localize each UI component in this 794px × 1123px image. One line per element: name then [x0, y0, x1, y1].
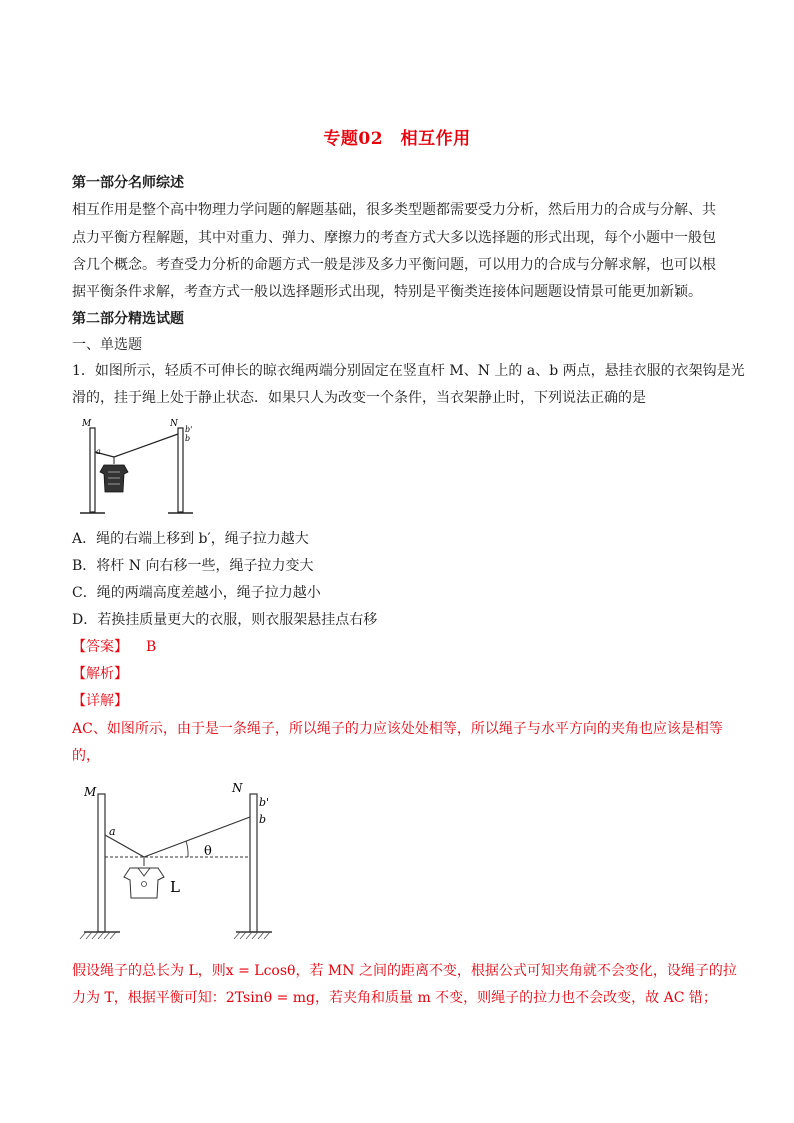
- option-d: D．若换挂质量更大的衣服，则衣服架悬挂点右移: [72, 612, 378, 628]
- detail-line: 的，: [72, 748, 100, 764]
- analysis-label: 【解析】: [72, 666, 128, 682]
- detail-label: 【详解】: [72, 693, 128, 709]
- pole-m: [90, 428, 95, 512]
- label-a: a: [96, 447, 101, 456]
- question1-stem-line: 滑的，挂于绳上处于静止状态．如果只人为改变一个条件，当衣架静止时，下列说法正确的是: [72, 390, 646, 406]
- section2-heading: 第二部分精选试题: [72, 311, 184, 327]
- shirt-icon: [124, 868, 164, 898]
- detail-figure: [76, 780, 276, 945]
- answer-label: 【答案】: [72, 639, 128, 655]
- label-m: M: [84, 785, 97, 799]
- detail-line: AC、如图所示，由于是一条绳子，所以绳子的力应该处处相等，所以绳子与水平方向的夹角也应该是相等: [72, 721, 723, 737]
- pole-n: [250, 794, 257, 932]
- option-c: C．绳的两端高度差越小，绳子拉力越小: [72, 585, 321, 601]
- question1-stem-line: 1．如图所示，轻质不可伸长的晾衣绳两端分别固定在竖直杆 M、N 上的 a、b 两点，悬挂衣服的衣架钩是光: [72, 363, 745, 379]
- label-theta: θ: [204, 844, 212, 859]
- label-a: a: [109, 825, 116, 838]
- label-l: L: [170, 878, 180, 896]
- section1-paragraph-line: 含几个概念。考查受力分析的命题方式一般是涉及多力平衡问题，可以用力的合成与分解求解，也可以根: [72, 257, 716, 273]
- answer-line: [72, 638, 156, 656]
- section1-paragraph-line: 相互作用是整个高中物理力学问题的解题基础，很多类型题都需要受力分析，然后用力的合成与分解、共: [72, 202, 716, 218]
- label-m: M: [82, 419, 92, 429]
- answer-value: B: [146, 639, 157, 655]
- section1-paragraph-line: 点力平衡方程解题，其中对重力、弹力、摩擦力的考查方式大多以选择题的形式出现，每个小题中一般包: [72, 230, 716, 246]
- page-title: 专题02 相互作用: [323, 129, 471, 149]
- label-n: N: [232, 781, 243, 795]
- rope-right: [144, 817, 250, 857]
- option-b: B．将杆 N 向右移一些，绳子拉力变大: [72, 558, 314, 574]
- rope-right: [114, 434, 178, 457]
- pole-n: [178, 428, 183, 512]
- label-b: b: [185, 434, 191, 443]
- section1-heading: 第一部分名师综述: [72, 175, 184, 191]
- option-a: A．绳的右端上移到 b′，绳子拉力越大: [72, 531, 309, 547]
- detail-line: 假设绳子的总长为 L，则x = Lcosθ，若 MN 之间的距离不变，根据公式可知夹角就不会变化，设绳子的拉: [72, 963, 737, 979]
- label-n: N: [170, 419, 178, 429]
- label-b-prime: b': [185, 425, 193, 434]
- angle-arc: [186, 841, 188, 857]
- question1-figure: [72, 414, 204, 520]
- section2-subheading: 一、单选题: [72, 337, 142, 353]
- pole-m: [98, 794, 105, 932]
- label-b-prime: b': [259, 796, 270, 809]
- label-b: b: [259, 813, 267, 826]
- ground-hatch-right: [234, 932, 270, 939]
- rope-left: [105, 835, 144, 857]
- section1-paragraph-line: 据平衡条件求解，考查方式一般以选择题形式出现，特别是平衡类连接体问题题设情景可能更加新颖。: [72, 284, 702, 300]
- detail-line: 力为 T，根据平衡可知：2Tsinθ = mg，若夹角和质量 m 不变，则绳子的拉力也不会改变，故 AC 错；: [72, 990, 717, 1006]
- ground-hatch-left: [80, 932, 116, 939]
